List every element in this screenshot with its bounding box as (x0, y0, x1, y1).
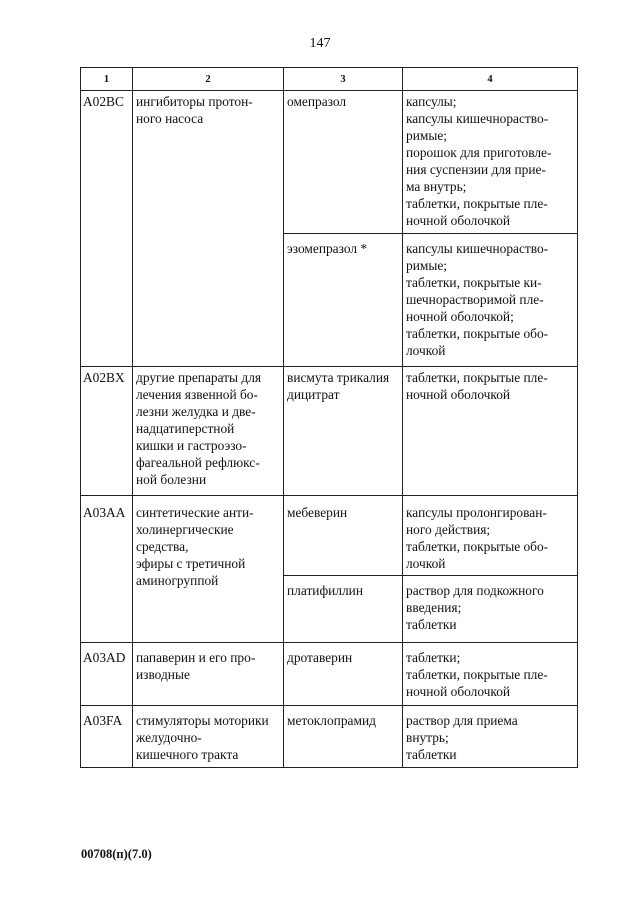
dosage-form-cell: таблетки, покрытые пле- ночной оболочкой (403, 367, 578, 496)
dosage-form-cell: таблетки; таблетки, покрытые пле- ночной оболочкой (403, 643, 578, 706)
atc-code-cell: A02BC (81, 91, 133, 367)
column-header-1: 1 (81, 68, 133, 91)
table-row (81, 496, 578, 576)
table-row (81, 706, 578, 768)
drug-name-cell: эзомепразол * (284, 234, 403, 367)
column-header-3: 3 (284, 68, 403, 91)
atc-code-cell: A03AA (81, 496, 133, 643)
atc-code-cell: A03AD (81, 643, 133, 706)
drug-group-cell: ингибиторы протон- ного насоса (133, 91, 284, 367)
dosage-form-cell: капсулы кишечнораство- римые; таблетки, покрытые ки- шечнорастворимой пле- ночной оболочкой; таблетки, покрытые обо- лочкой (403, 234, 578, 367)
column-header-2: 2 (133, 68, 284, 91)
column-header-4: 4 (403, 68, 578, 91)
drug-group-cell: другие препараты для лечения язвенной бо- лезни желудка и две- надцатиперстной кишки и гастроэзо- фагеальной рефлюкс- ной болезни (133, 367, 284, 496)
drug-group-cell: стимуляторы моторики желудочно- кишечного тракта (133, 706, 284, 768)
atc-code-cell: A03FA (81, 706, 133, 768)
drug-group-cell: папаверин и его про- изводные (133, 643, 284, 706)
drug-table (80, 67, 578, 768)
drug-name-cell: дротаверин (284, 643, 403, 706)
dosage-form-cell: капсулы пролонгирован- ного действия; таблетки, покрытые обо- лочкой (403, 496, 578, 576)
drug-name-cell: мебеверин (284, 496, 403, 576)
table-header-row (81, 68, 578, 91)
drug-group-cell: синтетические анти- холинергические средства, эфиры с третичной аминогруппой (133, 496, 284, 643)
document-code: 00708(п)(7.0) (81, 847, 152, 861)
drug-name-cell: платифиллин (284, 576, 403, 643)
table-row (81, 91, 578, 234)
table-row (81, 643, 578, 706)
atc-code-cell: A02BX (81, 367, 133, 496)
drug-name-cell: омепразол (284, 91, 403, 234)
drug-name-cell: висмута трикалия дицитрат (284, 367, 403, 496)
dosage-form-cell: капсулы; капсулы кишечнораство- римые; порошок для приготовле- ния суспензии для прие- ма внутрь; таблетки, покрытые пле- ночной оболочкой (403, 91, 578, 234)
table-row (81, 367, 578, 496)
page-number: 147 (309, 36, 331, 51)
dosage-form-cell: раствор для подкожного введения; таблетки (403, 576, 578, 643)
drug-name-cell: метоклопрамид (284, 706, 403, 768)
dosage-form-cell: раствор для приема внутрь; таблетки (403, 706, 578, 768)
